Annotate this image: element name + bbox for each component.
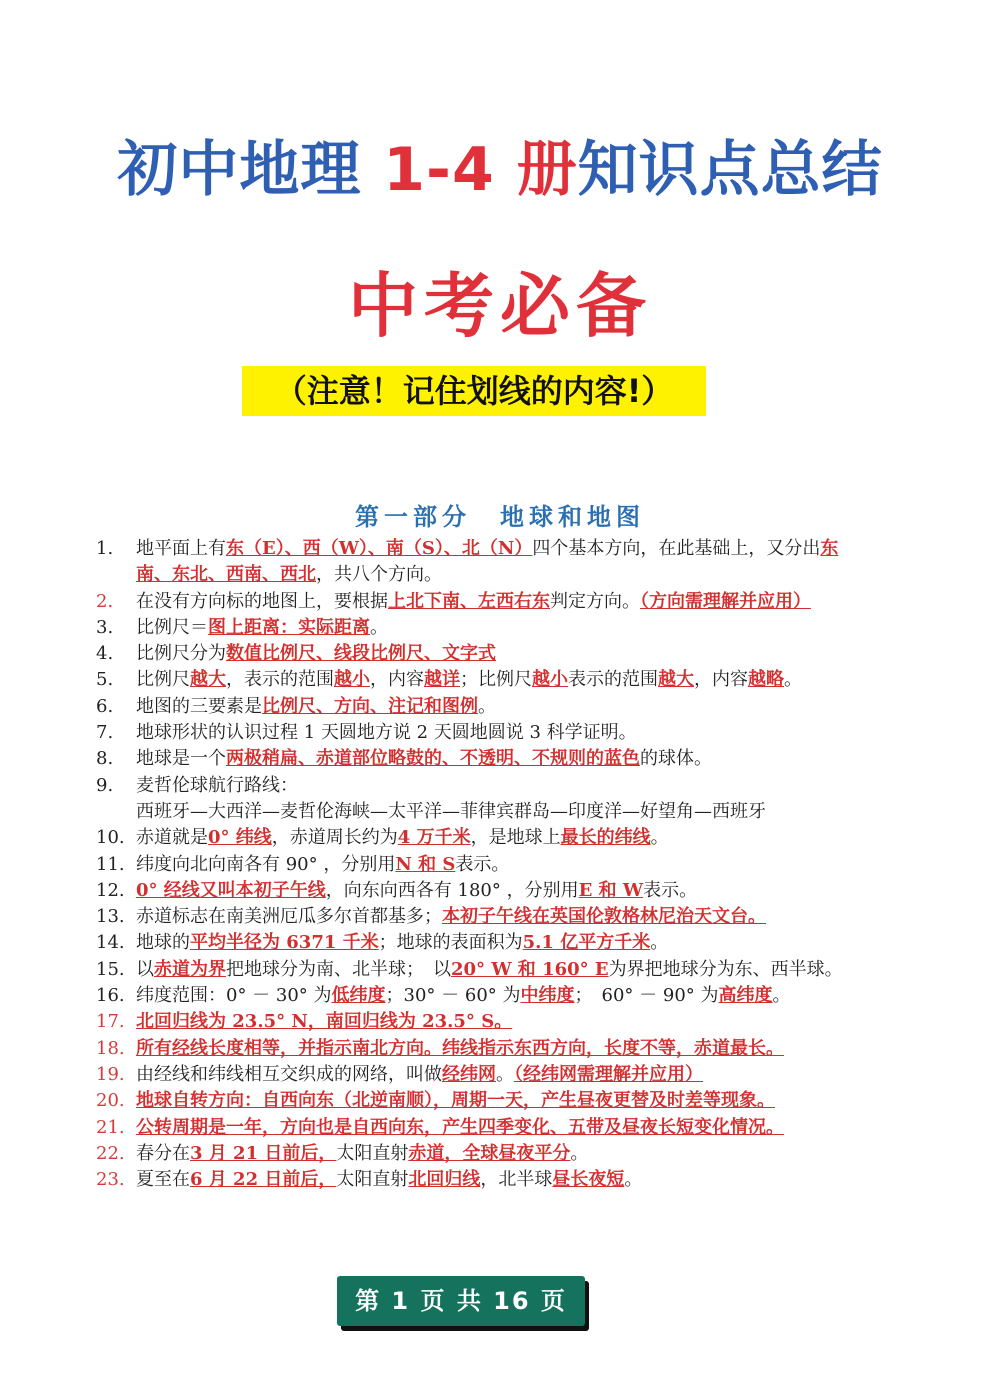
text-segment: 表示。 xyxy=(455,853,510,875)
list-item xyxy=(96,957,866,983)
highlighted-text: 数值比例尺、线段比例尺、文字式 xyxy=(226,643,496,665)
text-segment: 地球的 xyxy=(136,932,190,954)
highlighted-text: 越小 xyxy=(334,669,370,691)
text-segment: ；地球的表面积为 xyxy=(378,932,523,954)
list-item xyxy=(96,1115,866,1141)
list-item xyxy=(96,694,866,720)
text-segment: ； 60° － 90° 为 xyxy=(574,985,719,1007)
highlighted-text: 北回归线 xyxy=(408,1169,481,1191)
list-item xyxy=(96,1062,866,1088)
item-number: 10. xyxy=(96,827,125,849)
text-segment: 地图的三要素是 xyxy=(136,695,262,717)
text-segment: 麦哲伦球航行路线： xyxy=(136,774,298,796)
list-item xyxy=(96,1167,866,1193)
text-segment: 太阳直射 xyxy=(336,1142,409,1164)
list-item xyxy=(96,615,866,641)
text-segment: 纬度向北向南各有 90° ，分别用 xyxy=(136,853,396,875)
highlighted-text: 昼长夜短 xyxy=(552,1169,625,1191)
highlighted-text: 越略 xyxy=(748,669,784,691)
highlighted-text: 低纬度 xyxy=(331,985,386,1007)
highlighted-text: 越大 xyxy=(190,669,226,691)
list-item xyxy=(96,825,866,851)
text-segment: ，北半球 xyxy=(480,1169,553,1191)
text-segment: 赤道就是 xyxy=(136,827,208,849)
text-segment: 。 xyxy=(496,1063,514,1085)
text-segment: 地球是一个 xyxy=(136,748,226,770)
text-segment: 。 xyxy=(478,695,496,717)
item-number: 14. xyxy=(96,932,125,954)
item-number: 9. xyxy=(96,774,114,796)
item-text xyxy=(136,1141,866,1167)
text-segment: 把地球分为南、北半球； 以 xyxy=(226,958,451,980)
title-part-2: 1-4 册 xyxy=(383,135,578,205)
list-item xyxy=(96,1009,866,1035)
item-number: 6. xyxy=(96,695,114,717)
list-item xyxy=(96,641,866,667)
item-text xyxy=(136,1088,866,1114)
text-segment: 为界把地球分为东、西半球。 xyxy=(608,958,843,980)
highlighted-text: 最长的纬线 xyxy=(560,827,651,849)
text-segment: ；比例尺 xyxy=(460,669,532,691)
item-text xyxy=(136,746,866,772)
list-item xyxy=(96,589,866,615)
highlighted-text: 上北下南、左西右东 xyxy=(388,590,550,612)
highlighted-text: 5.1 亿平方千米 xyxy=(522,932,651,954)
highlighted-text: 图上距离：实际距离 xyxy=(208,616,370,638)
text-segment: 的球体。 xyxy=(640,748,712,770)
highlighted-text: 东（E）、西（W）、南（S）、北（N） xyxy=(226,538,533,559)
item-number: 19. xyxy=(96,1063,125,1085)
text-segment: 。 xyxy=(370,616,388,638)
item-text xyxy=(136,1009,866,1035)
item-text xyxy=(136,536,866,589)
item-text xyxy=(136,957,866,983)
highlighted-text: 高纬度 xyxy=(718,985,773,1007)
item-number: 17. xyxy=(96,1011,125,1033)
text-segment: 。 xyxy=(650,932,669,954)
text-segment: 四个基本方向，在此基础上，又分出 xyxy=(532,538,821,559)
item-text xyxy=(136,878,866,904)
text-segment: ，赤道周长约为 xyxy=(271,827,398,849)
highlighted-text: 赤道，全球昼夜平分 xyxy=(408,1142,571,1164)
list-item xyxy=(96,1088,866,1114)
text-segment: 在没有方向标的地图上，要根据 xyxy=(136,590,388,612)
list-item xyxy=(96,904,866,930)
section-title: 第一部分 地球和地图 xyxy=(355,503,645,531)
list-item xyxy=(96,983,866,1009)
highlighted-text: 6 月 22 日前后， xyxy=(190,1169,337,1191)
highlighted-text: E 和 W xyxy=(578,879,644,901)
highlighted-text: （经纬网需理解并应用） xyxy=(514,1063,703,1085)
list-item xyxy=(96,1036,866,1062)
route-line: 西班牙—大西洋—麦哲伦海峡—太平洋—菲律宾群岛—印度洋—好望角—西班牙 xyxy=(136,800,766,822)
highlighted-text: 4 万千米 xyxy=(397,827,471,849)
text-segment: 。 xyxy=(570,1142,589,1164)
list-item xyxy=(96,667,866,693)
item-text xyxy=(136,667,866,693)
highlighted-text: 越大 xyxy=(658,669,694,691)
highlighted-text: 0° 纬线 xyxy=(208,827,272,849)
item-text xyxy=(136,589,866,615)
item-number: 5. xyxy=(96,669,114,691)
text-segment: 。 xyxy=(624,1169,643,1191)
text-segment: ，表示的范围 xyxy=(226,669,334,691)
text-segment: 地平面上有 xyxy=(136,538,226,559)
text-segment: ，内容 xyxy=(370,669,424,691)
highlighted-text: 地球自转方向：自西向东（北逆南顺），周期一天，产生昼夜更替及时差等现象。 xyxy=(136,1090,775,1112)
highlighted-text: 比例尺、方向、注记和图例 xyxy=(262,695,478,717)
item-text xyxy=(136,615,866,641)
text-segment: 。 xyxy=(772,985,791,1007)
highlighted-text: 公转周期是一年，方向也是自西向东，产生四季变化、五带及昼夜长短变化情况。 xyxy=(136,1116,784,1138)
item-number: 12. xyxy=(96,879,125,901)
list-item xyxy=(96,773,866,826)
item-number: 3. xyxy=(96,616,114,638)
text-segment: ，是地球上 xyxy=(470,827,561,849)
highlighted-text: 本初子午线在英国伦敦格林尼治天文台。 xyxy=(442,906,766,928)
highlighted-text: 经纬网 xyxy=(442,1063,496,1085)
item-number: 22. xyxy=(96,1142,125,1164)
text-segment: 比例尺＝ xyxy=(136,616,208,638)
item-number: 4. xyxy=(96,643,114,665)
highlighted-text: 0° 经线又叫本初子午线 xyxy=(136,879,326,901)
text-segment: ；30° － 60° 为 xyxy=(385,985,521,1007)
text-segment: 比例尺分为 xyxy=(136,643,226,665)
page-indicator: 第 1 页 共 16 页 xyxy=(337,1276,585,1326)
highlighted-text: 3 月 21 日前后， xyxy=(190,1142,337,1164)
item-number: 18. xyxy=(96,1037,125,1059)
item-text xyxy=(136,641,866,667)
item-number: 23. xyxy=(96,1169,125,1191)
text-segment: 判定方向。 xyxy=(550,590,640,612)
page-title xyxy=(0,122,1000,208)
text-segment: 以 xyxy=(136,958,154,980)
text-segment: 赤道标志在南美洲厄瓜多尔首都基多； xyxy=(136,906,442,928)
item-number: 13. xyxy=(96,906,125,928)
item-number: 2. xyxy=(96,590,114,612)
text-segment: 比例尺 xyxy=(136,669,190,691)
text-segment: 。 xyxy=(784,669,802,691)
text-segment: 表示。 xyxy=(643,879,698,901)
item-text xyxy=(136,904,866,930)
text-segment: 夏至在 xyxy=(136,1169,190,1191)
item-number: 8. xyxy=(96,748,114,770)
title-part-3: 知识点总结 xyxy=(577,135,883,205)
highlighted-text: N 和 S xyxy=(395,853,456,875)
list-item xyxy=(96,746,866,772)
highlighted-text: （方向需理解并应用） xyxy=(640,590,811,612)
item-text xyxy=(136,694,866,720)
highlighted-text: 平均半径为 6371 千米 xyxy=(190,932,379,954)
highlighted-text: 所有经线长度相等，并指示南北方向。纬线指示东西方向，长度不等，赤道最长。 xyxy=(136,1037,784,1059)
notice-banner: （注意！记住划线的内容!） xyxy=(242,366,706,416)
text-segment: 春分在 xyxy=(136,1142,190,1164)
highlighted-text: 中纬度 xyxy=(520,985,575,1007)
highlighted-text: 赤道为界 xyxy=(154,958,226,980)
title-part-1: 初中地理 xyxy=(117,135,384,205)
knowledge-list xyxy=(96,536,866,1193)
page-subtitle: 中考必备 xyxy=(348,265,652,347)
item-text xyxy=(136,720,866,746)
highlighted-text: 东南、东北、西南、西北 xyxy=(136,538,839,586)
text-segment: 。 xyxy=(650,827,669,849)
item-text xyxy=(136,983,866,1009)
item-text xyxy=(136,1167,866,1193)
item-number: 16. xyxy=(96,985,125,1007)
item-number: 11. xyxy=(96,853,125,875)
item-number: 1. xyxy=(96,538,114,559)
item-text xyxy=(136,773,866,826)
text-segment: 纬度范围：0° － 30° 为 xyxy=(136,985,332,1007)
text-segment: 由经线和纬线相互交织成的网络，叫做 xyxy=(136,1063,442,1085)
highlighted-text: 两极稍扁、赤道部位略鼓的、不透明、不规则的蓝色 xyxy=(226,748,640,770)
highlighted-text: 越详 xyxy=(424,669,460,691)
item-number: 15. xyxy=(96,958,125,980)
text-segment: ，内容 xyxy=(694,669,748,691)
item-text xyxy=(136,825,866,851)
list-item xyxy=(96,878,866,904)
item-number: 7. xyxy=(96,722,114,744)
list-item xyxy=(96,852,866,878)
list-item xyxy=(96,1141,866,1167)
item-number: 21. xyxy=(96,1116,125,1138)
item-text xyxy=(136,1062,866,1088)
highlighted-text: 越小 xyxy=(532,669,568,691)
highlighted-text: 20° W 和 160° E xyxy=(451,958,609,980)
highlighted-text: 北回归线为 23.5° N，南回归线为 23.5° S。 xyxy=(136,1011,513,1033)
item-text xyxy=(136,1115,866,1141)
item-number: 20. xyxy=(96,1090,125,1112)
list-item xyxy=(96,720,866,746)
list-item xyxy=(96,536,866,589)
text-segment: 太阳直射 xyxy=(336,1169,409,1191)
text-segment: 地球形状的认识过程 1 天圆地方说 2 天圆地圆说 3 科学证明。 xyxy=(136,722,637,744)
item-text xyxy=(136,852,866,878)
list-item xyxy=(96,930,866,956)
item-text xyxy=(136,930,866,956)
item-text xyxy=(136,1036,866,1062)
text-segment: 表示的范围 xyxy=(568,669,658,691)
text-segment: ，共八个方向。 xyxy=(316,564,442,586)
text-segment: ，向东向西各有 180° ，分别用 xyxy=(325,879,579,901)
